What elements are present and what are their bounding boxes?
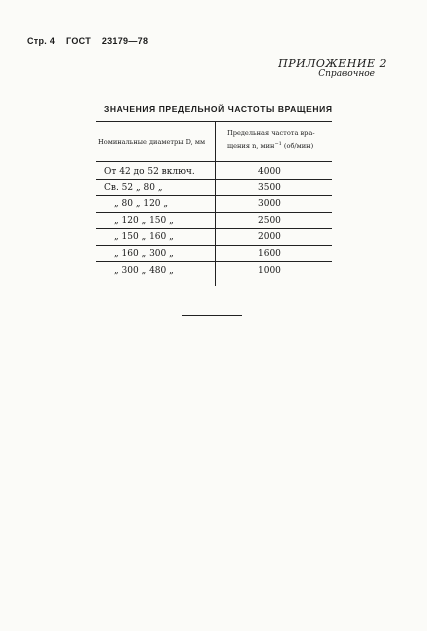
column-header-speed-line2: щения n, мин: [227, 142, 275, 151]
diameter-cell: „ 80 „ 120 „: [114, 199, 169, 209]
speed-cell: 1600: [258, 249, 281, 259]
table-title: ЗНАЧЕНИЯ ПРЕДЕЛЬНОЙ ЧАСТОТЫ ВРАЩЕНИЯ: [104, 104, 333, 114]
diameter-cell: Св. 52 „ 80 „: [104, 183, 163, 193]
appendix-title: ПРИЛОЖЕНИЕ 2: [278, 57, 387, 70]
diameter-cell: „ 300 „ 480 „: [114, 266, 174, 276]
column-header-speed-unit: (об/мин): [283, 142, 314, 151]
row-rule: [96, 261, 332, 262]
speed-cell: 2500: [258, 216, 281, 226]
table-top-rule: [96, 121, 332, 122]
column-header-speed: [227, 128, 315, 152]
speed-cell: 2000: [258, 232, 281, 242]
speed-cell: 1000: [258, 266, 281, 276]
page-header: [27, 36, 156, 46]
table-header-rule: [96, 161, 332, 162]
diameter-cell: „ 160 „ 300 „: [114, 249, 174, 259]
speed-cell: 3500: [258, 183, 281, 193]
speed-cell: 4000: [258, 167, 281, 177]
column-header-speed-line1: Предельная частота вра-: [227, 129, 315, 137]
row-rule: [96, 195, 332, 196]
row-rule: [96, 179, 332, 180]
column-header-speed-exponent: −1: [274, 141, 282, 147]
page-number: Стр. 4: [27, 36, 56, 46]
speed-cell: 3000: [258, 199, 281, 209]
appendix-subtitle: Справочное: [318, 69, 375, 79]
diameter-cell: От 42 до 52 включ.: [104, 167, 195, 177]
row-rule: [96, 212, 332, 213]
column-header-diameter: Номинальные диаметры D, мм: [98, 138, 206, 146]
standard-label: ГОСТ: [66, 36, 91, 46]
diameter-cell: „ 150 „ 160 „: [114, 232, 174, 242]
diameter-cell: „ 120 „ 150 „: [114, 216, 174, 226]
standard-number: 23179—78: [101, 36, 149, 46]
row-rule: [96, 245, 332, 246]
end-rule: [182, 315, 242, 316]
row-rule: [96, 228, 332, 229]
